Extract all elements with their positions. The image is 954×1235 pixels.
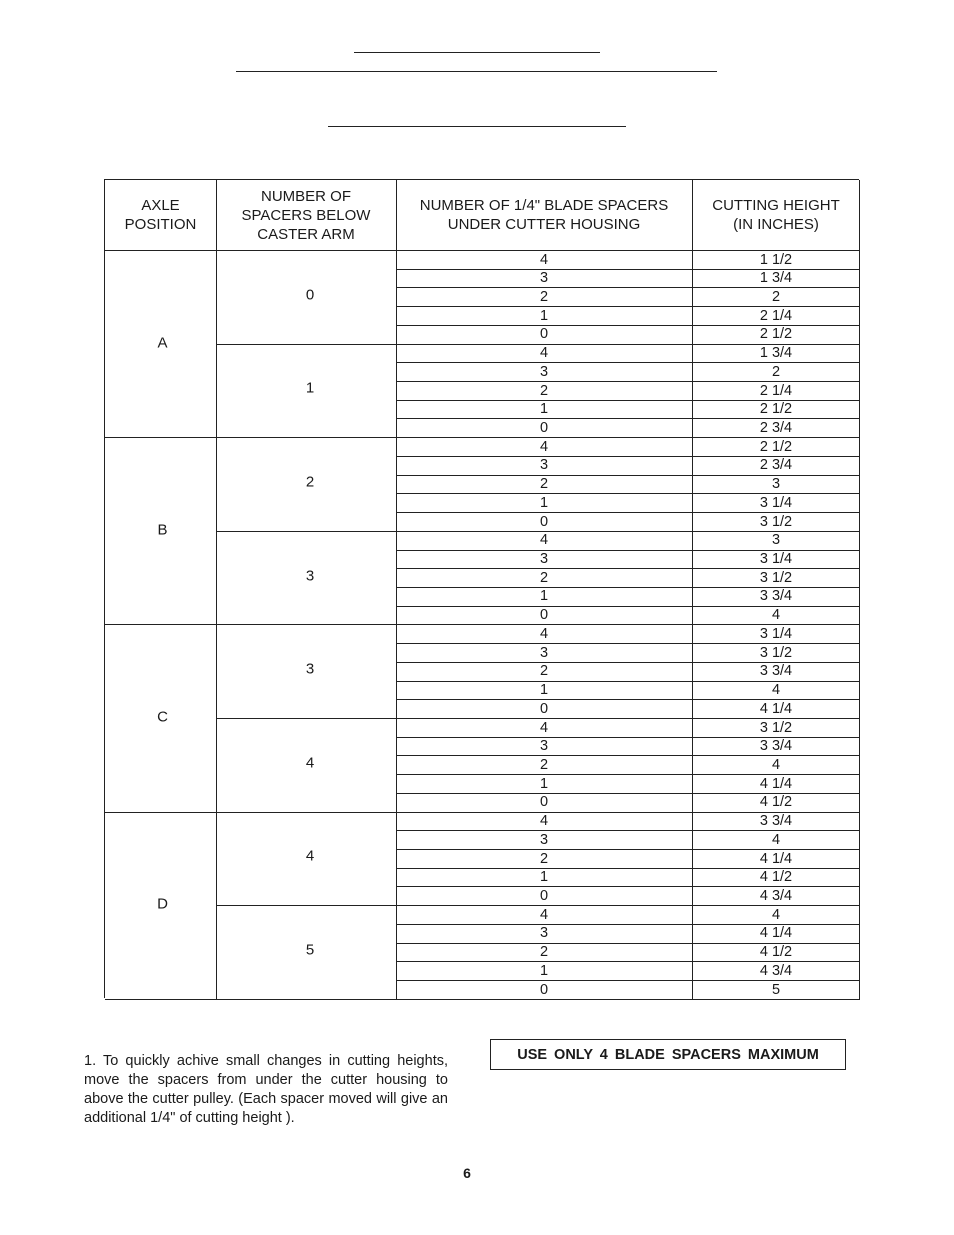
- spacers-below-cell: 4: [305, 847, 315, 865]
- cutting-height-cell: 4: [771, 756, 781, 773]
- blade-spacers-cell: 1: [539, 962, 549, 979]
- cutting-height-cell: 1 1/2: [759, 251, 793, 268]
- blade-spacers-cell: 1: [539, 682, 549, 699]
- blade-spacers-cell: 0: [539, 794, 549, 811]
- spacers-below-cell: 0: [305, 286, 315, 304]
- blade-spacers-cell: 3: [539, 644, 549, 661]
- blade-spacers-cell: 3: [539, 831, 549, 848]
- title-underline-3: [328, 126, 626, 127]
- blade-spacers-cell: 0: [539, 700, 549, 717]
- cutting-height-cell: 3: [771, 532, 781, 549]
- cutting-height-cell: 3 1/2: [759, 719, 793, 736]
- blade-spacers-cell: 3: [539, 551, 549, 568]
- blade-spacers-cell: 0: [539, 887, 549, 904]
- cutting-height-cell: 4 3/4: [759, 962, 793, 979]
- blade-spacers-cell: 2: [539, 850, 549, 867]
- group-divider: [105, 437, 217, 438]
- cutting-height-cell: 2 1/4: [759, 382, 793, 399]
- cutting-height-cell: 4: [771, 607, 781, 624]
- blade-spacers-cell: 2: [539, 756, 549, 773]
- group-divider: [105, 812, 217, 813]
- blade-spacers-cell: 4: [539, 906, 549, 923]
- blade-spacers-cell: 2: [539, 476, 549, 493]
- group-divider: [105, 999, 217, 1000]
- blade-spacers-cell: 1: [539, 307, 549, 324]
- subgroup-divider: [216, 999, 401, 1000]
- blade-spacers-cell: 3: [539, 738, 549, 755]
- spacers-below-cell: 2: [305, 473, 315, 491]
- blade-spacers-cell: 3: [539, 925, 549, 942]
- spacers-below-cell: 4: [305, 754, 315, 772]
- blade-spacers-cell: 0: [539, 607, 549, 624]
- blade-spacers-cell: 2: [539, 663, 549, 680]
- subgroup-divider: [216, 531, 401, 532]
- cutting-height-cell: 4 3/4: [759, 887, 793, 904]
- cutting-height-cell: 4 1/4: [759, 925, 793, 942]
- warning-box: USE ONLY 4 BLADE SPACERS MAXIMUM: [490, 1039, 846, 1070]
- cutting-height-cell: 3 1/4: [759, 625, 793, 642]
- axle-position-cell: A: [157, 334, 168, 352]
- cutting-height-cell: 4 1/2: [759, 794, 793, 811]
- blade-spacers-cell: 3: [539, 270, 549, 287]
- blade-spacers-cell: 1: [539, 588, 549, 605]
- cutting-height-cell: 3 3/4: [759, 663, 793, 680]
- blade-spacers-cell: 4: [539, 813, 549, 830]
- blade-spacers-cell: 2: [539, 944, 549, 961]
- blade-spacers-cell: 0: [539, 513, 549, 530]
- cutting-height-cell: 3 1/4: [759, 494, 793, 511]
- header-blade-spacers: NUMBER OF 1/4" BLADE SPACERS UNDER CUTTER HOUSING: [419, 197, 669, 233]
- cutting-height-cell: 1 3/4: [759, 270, 793, 287]
- blade-spacers-cell: 4: [539, 719, 549, 736]
- cutting-height-cell: 4 1/4: [759, 850, 793, 867]
- title-underline-2: [236, 71, 717, 72]
- blade-spacers-cell: 0: [539, 419, 549, 436]
- header-cutting-height: CUTTING HEIGHT (IN INCHES): [712, 197, 840, 233]
- cutting-height-cell: 3 3/4: [759, 588, 793, 605]
- subgroup-divider: [216, 437, 401, 438]
- group-divider: [105, 624, 217, 625]
- cutting-height-cell: 4 1/2: [759, 869, 793, 886]
- subgroup-divider: [216, 905, 401, 906]
- table-bottom-border: [396, 999, 860, 1000]
- cutting-height-cell: 2 3/4: [759, 457, 793, 474]
- blade-spacers-cell: 1: [539, 869, 549, 886]
- blade-spacers-cell: 2: [539, 569, 549, 586]
- header-axle-position: AXLE POSITION: [124, 197, 197, 233]
- cutting-height-cell: 2 3/4: [759, 419, 793, 436]
- cutting-height-cell: 4 1/4: [759, 775, 793, 792]
- spacers-below-cell: 3: [305, 660, 315, 678]
- subgroup-divider: [216, 812, 401, 813]
- blade-spacers-cell: 1: [539, 494, 549, 511]
- cutting-height-cell: 3 3/4: [759, 813, 793, 830]
- subgroup-divider: [216, 718, 401, 719]
- blade-spacers-cell: 3: [539, 457, 549, 474]
- cutting-height-cell: 2: [771, 363, 781, 380]
- cutting-height-cell: 2: [771, 288, 781, 305]
- blade-spacers-cell: 4: [539, 438, 549, 455]
- cutting-height-cell: 4 1/2: [759, 944, 793, 961]
- cutting-height-cell: 3 1/2: [759, 644, 793, 661]
- cutting-height-cell: 3 3/4: [759, 738, 793, 755]
- page-number: 6: [463, 1165, 471, 1181]
- cutting-height-cell: 3 1/2: [759, 513, 793, 530]
- blade-spacers-cell: 3: [539, 363, 549, 380]
- blade-spacers-cell: 1: [539, 775, 549, 792]
- cutting-height-cell: 4: [771, 831, 781, 848]
- blade-spacers-cell: 0: [539, 326, 549, 343]
- blade-spacers-cell: 1: [539, 401, 549, 418]
- title-underline-1: [354, 52, 600, 53]
- cutting-height-cell: 3 1/4: [759, 551, 793, 568]
- axle-position-cell: C: [157, 708, 168, 726]
- subgroup-divider: [216, 624, 401, 625]
- spacers-below-cell: 3: [305, 567, 315, 585]
- axle-position-cell: B: [157, 521, 168, 539]
- blade-spacers-cell: 4: [539, 345, 549, 362]
- cutting-height-cell: 3: [771, 476, 781, 493]
- cutting-height-cell: 2 1/4: [759, 307, 793, 324]
- cutting-height-cell: 2 1/2: [759, 401, 793, 418]
- blade-spacers-cell: 0: [539, 981, 549, 998]
- cutting-height-cell: 2 1/2: [759, 438, 793, 455]
- header-spacers-below-caster-arm: NUMBER OF SPACERS BELOW CASTER ARM: [241, 187, 371, 243]
- spacers-below-cell: 1: [305, 379, 315, 397]
- blade-spacers-cell: 4: [539, 251, 549, 268]
- cutting-height-cell: 4 1/4: [759, 700, 793, 717]
- cutting-height-cell: 1 3/4: [759, 345, 793, 362]
- note-text: 1. To quickly achive small changes in cutting heights, move the spacers from under the cutter housing to above the cutter pulley. (Each spacer moved will give an additional 1/4" of cutting height ).: [84, 1053, 448, 1126]
- cutting-height-cell: 5: [771, 981, 781, 998]
- cutting-height-cell: 2 1/2: [759, 326, 793, 343]
- axle-position-cell: D: [157, 895, 168, 913]
- cutting-height-table: [104, 179, 859, 998]
- blade-spacers-cell: 2: [539, 288, 549, 305]
- spacers-below-cell: 5: [305, 941, 315, 959]
- cutting-height-cell: 3 1/2: [759, 569, 793, 586]
- cutting-height-cell: 4: [771, 906, 781, 923]
- blade-spacers-cell: 4: [539, 625, 549, 642]
- blade-spacers-cell: 4: [539, 532, 549, 549]
- blade-spacers-cell: 2: [539, 382, 549, 399]
- cutting-height-cell: 4: [771, 682, 781, 699]
- col-divider-1: [216, 180, 217, 999]
- subgroup-divider: [216, 344, 401, 345]
